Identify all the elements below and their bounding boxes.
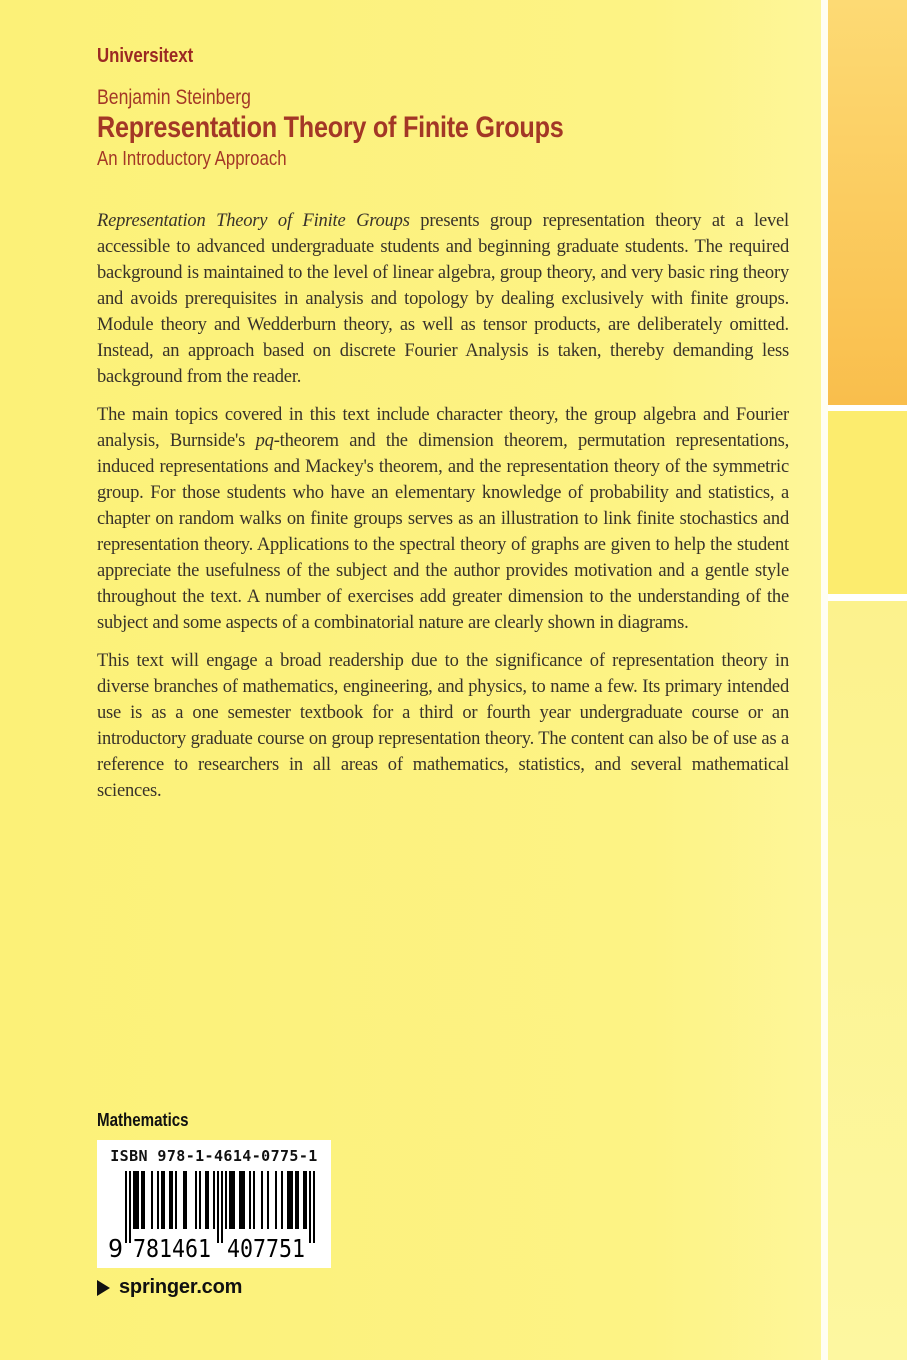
blurb-p2-part2: -theorem and the dimension theorem, permutation representations, induced representations and Mackey's theorem, and the representation theory of the symmetric group. For those students who have an elementary knowledge of probability and statistics, a chapter on random walks on finite groups serves as an illustration to link finite stochastics and representation theory. Applications to the spectral theory of graphs are given to help the student appreciate the usefulness of the subject and the author provides motivation and a gentle style throughout the text. A number of exercises add greater dimension to the understanding of the subject and some aspects of a combinatorial nature are clearly shown in diagrams. [97,431,789,633]
author-name: Benjamin Steinberg [97,86,251,109]
barcode-svg [107,1167,321,1261]
blurb-p2-italic: pq [255,431,274,451]
cover-content [97,44,789,816]
right-strip-pale-block [828,601,907,1360]
vertical-white-divider [821,0,828,1360]
blurb-paragraph-2 [97,402,789,636]
publisher-url: springer.com [119,1276,243,1298]
blurb-paragraph-1 [97,208,789,390]
barcode-digit-group1: 781461 [133,1234,211,1261]
right-strip-yellow-block [828,411,907,594]
isbn-label: ISBN 978-1-4614-0775-1 [110,1147,318,1165]
springer-arrow-icon [97,1280,110,1296]
blurb-p1-italic-lead: Representation Theory of Finite Groups [97,211,410,231]
category-label: Mathematics [97,1110,189,1130]
barcode-digit-group2: 407751 [227,1234,305,1261]
blurb-p2-part1: The main topics covered in this text include character theory, the group algebra and Fourier analysis, Burnside's [97,405,789,451]
blurb-p1-rest: presents group representation theory at a level accessible to advanced undergraduate students and beginning graduate students. The required background is maintained to the level of linear algebra, group theory, and very basic ring theory and avoids prerequisites in analysis and topology by dealing exclusively with finite groups. Module theory and Wedderburn theory, as well as tensor products, are deliberately omitted. Instead, an approach based on discrete Fourier Analysis is taken, thereby demanding less background from the reader. [97,211,789,387]
barcode-digit-left: 9 [108,1234,124,1261]
series-label: Universitext [97,45,194,67]
book-title: Representation Theory of Finite Groups [97,111,564,144]
barcode-box [97,1140,331,1268]
right-color-strip [828,0,907,1360]
right-strip-orange-block [828,0,907,405]
book-subtitle: An Introductory Approach [97,148,287,170]
blurb-paragraph-3: This text will engage a broad readership due to the significance of representation theory in diverse branches of mathematics, engineering, and physics, to name a few. Its primary intended use is as a one semester textbook for a third or fourth year undergraduate course or an introductory graduate course on group representation theory. The content can also be of use as a reference to researchers in all areas of mathematics, statistics, and several mathematical sciences. [97,651,789,801]
publisher-line [97,1276,242,1299]
back-cover-blurb [97,208,789,804]
